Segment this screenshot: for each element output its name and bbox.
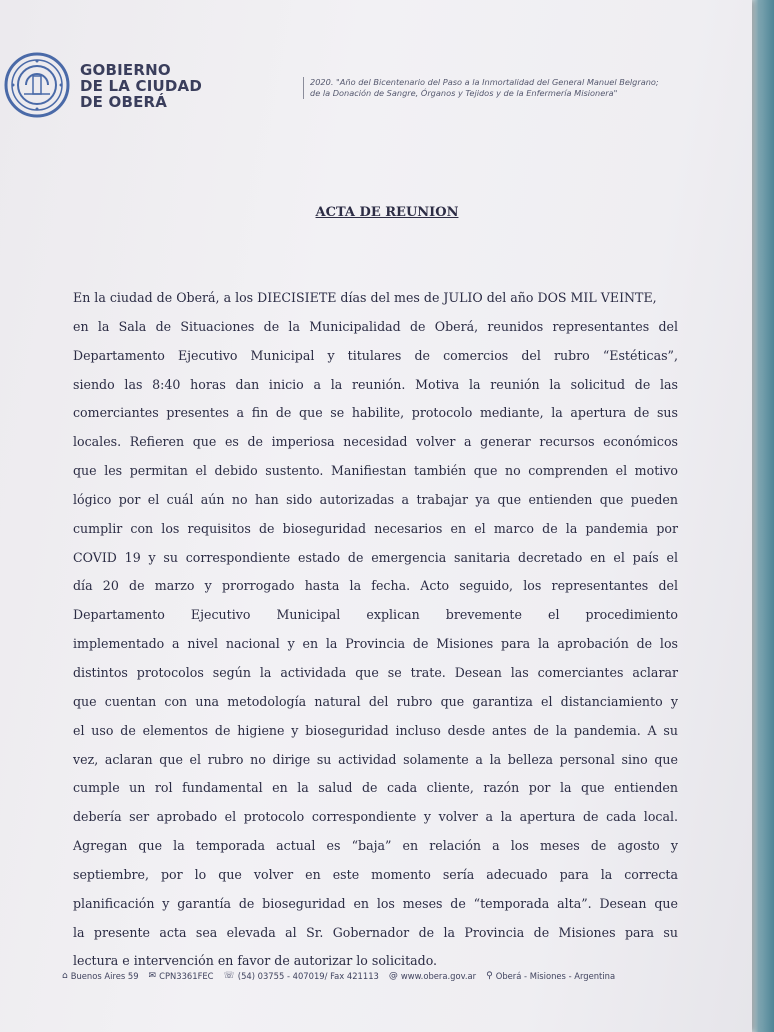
- page-footer: [62, 971, 692, 981]
- body-line-19: debería ser aprobado el protocolo correspondiente y volver a la apertura de cada local.: [73, 809, 678, 825]
- body-line-15: que cuentan con una metodología natural del rubro que garantiza el distanciamiento y: [73, 693, 678, 709]
- footer-phone: [224, 971, 379, 981]
- body-line-5: comerciantes presentes a fin de que se habilite, protocolo mediante, la apertura de sus: [73, 405, 678, 421]
- body-line-2: en la Sala de Situaciones de la Municipalidad de Oberá, reunidos representantes del: [73, 318, 678, 334]
- body-line-23: la presente acta sea elevada al Sr. Gobernador de la Provincia de Misiones para su: [73, 924, 678, 940]
- footer-postal-text: CPN3361FEC: [159, 971, 214, 981]
- body-line-6: locales. Refieren que es de imperiosa necesidad volver a generar recursos económicos: [73, 434, 678, 450]
- document-body: [73, 284, 678, 976]
- footer-web-text: www.obera.gov.ar: [400, 971, 477, 981]
- body-line-7: que les permitan el debido sustento. Manifiestan también que no comprenden el motivo: [73, 463, 678, 479]
- body-line-14: distintos protocolos según la actividada que se trate. Desean las comerciantes aclarar: [73, 664, 678, 680]
- body-line-3: Departamento Ejecutivo Municipal y titulares de comercios del rubro “Estéticas”,: [73, 347, 678, 363]
- footer-address: [62, 971, 139, 981]
- phone-icon: ☏: [223, 971, 235, 981]
- body-line-9: cumplir con los requisitos de bioseguridad necesarios en el marco de la pandemia por: [73, 520, 678, 536]
- footer-web: [389, 971, 476, 981]
- document-title: ACTA DE REUNION: [315, 205, 459, 220]
- footer-address-text: Buenos Aires 59: [70, 971, 139, 981]
- org-line-1: GOBIERNO: [80, 61, 171, 79]
- body-line-21: septiembre, por lo que volver en este momento sería adecuado para la correcta: [73, 866, 678, 882]
- org-line-2: DE LA CIUDAD: [80, 77, 202, 95]
- footer-location-text: Oberá - Misiones - Argentina: [495, 971, 616, 981]
- body-line-13: implementado a nivel nacional y en la Provincia de Misiones para la aprobación de los: [73, 636, 678, 652]
- org-line-3: DE OBERÁ: [80, 93, 168, 111]
- footer-postal: [149, 971, 214, 981]
- body-line-4: siendo las 8:40 horas dan inicio a la reunión. Motiva la reunión la solicitud de las: [73, 376, 678, 392]
- city-seal-icon: [4, 52, 70, 118]
- body-line-1: En la ciudad de Oberá, a los DIECISIETE días del mes de JULIO del año DOS MIL VEINTE,: [73, 290, 657, 305]
- body-line-8: lógico por el cuál aún no han sido autorizadas a trabajar ya que entienden que pueden: [73, 491, 678, 507]
- footer-location: [486, 971, 615, 981]
- mail-icon: ✉: [148, 971, 157, 981]
- organization-name: [80, 62, 202, 110]
- body-line-11: día 20 de marzo y prorrogado hasta la fecha. Acto seguido, los representantes del: [73, 578, 678, 594]
- house-icon: ⌂: [62, 971, 68, 981]
- body-line-16: el uso de elementos de higiene y bioseguridad incluso desde antes de la pandemia. A su: [73, 722, 678, 738]
- footer-phone-text: (54) 03755 - 407019/ Fax 421113: [237, 971, 379, 981]
- body-line-18: cumple un rol fundamental en la salud de cada cliente, razón por la que entienden: [73, 780, 678, 796]
- year-motto: [303, 77, 659, 99]
- motto-line-2: de la Donación de Sangre, Órganos y Tejidos y de la Enfermería Misionera": [310, 88, 618, 98]
- body-line-17: vez, aclaran que el rubro no dirige su actividad solamente a la belleza personal sino que: [73, 751, 678, 767]
- location-pin-icon: ⚲: [486, 971, 493, 981]
- body-line-12: Departamento Ejecutivo Municipal explican brevemente el procedimiento: [73, 607, 678, 623]
- body-line-24: lectura e intervención en favor de autorizar lo solicitado.: [73, 953, 438, 969]
- motto-line-1: 2020. "Año del Bicentenario del Paso a la Inmortalidad del General Manuel Belgrano;: [310, 77, 659, 87]
- body-line-22: planificación y garantía de bioseguridad en los meses de “temporada alta”. Desean que: [73, 895, 678, 911]
- body-line-10: COVID 19 y su correspondiente estado de emergencia sanitaria decretado en el país el: [73, 549, 678, 565]
- at-sign-icon: @: [388, 971, 398, 981]
- body-line-20: Agregan que la temporada actual es “baja” en relación a los meses de agosto y: [73, 838, 678, 854]
- desk-background-edge: [752, 0, 774, 1032]
